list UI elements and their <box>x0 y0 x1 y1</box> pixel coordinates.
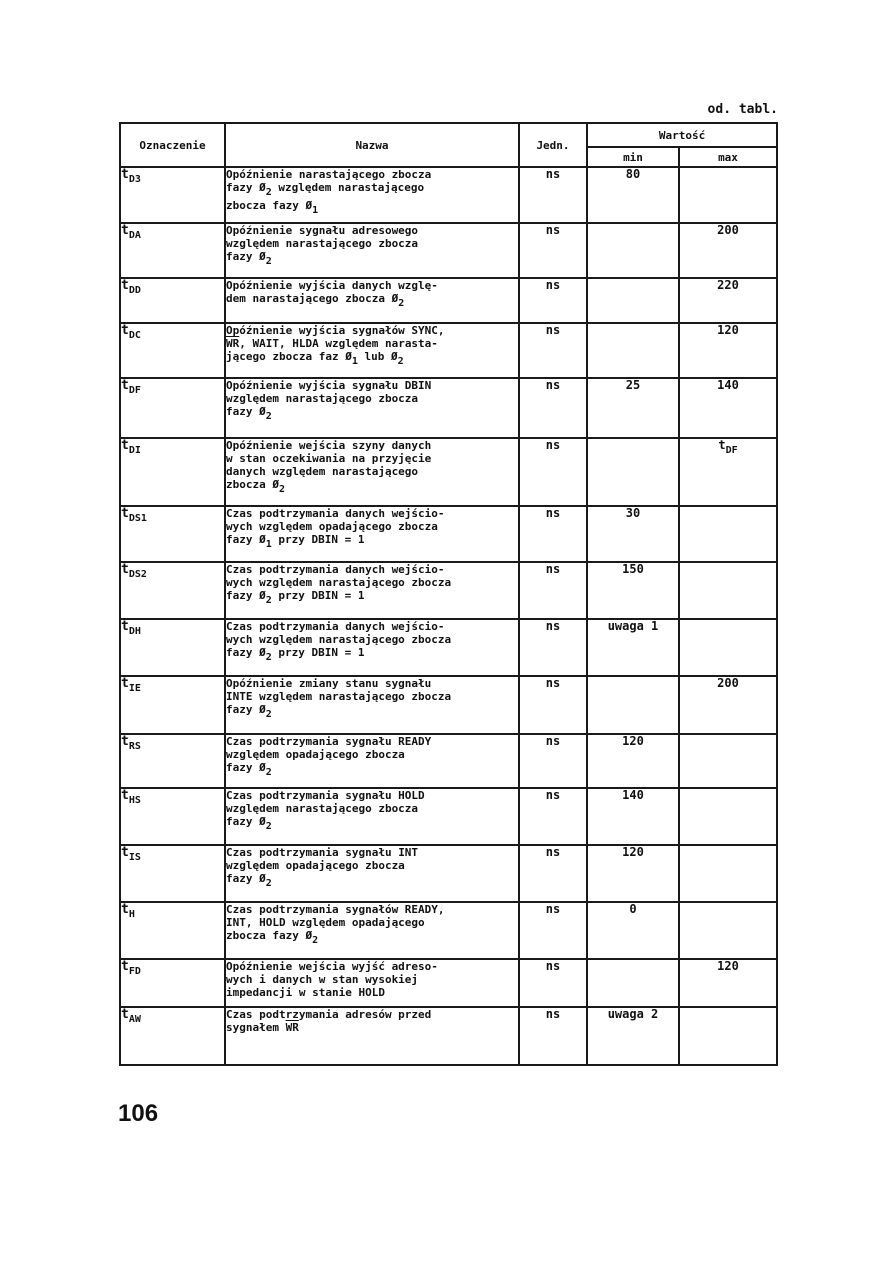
param-min <box>587 278 679 323</box>
param-unit: ns <box>519 167 587 223</box>
param-name: Opóźnienie wyjścia sygnału DBIN względem narastającego zbocza fazy $Ø_2$ <box>225 378 519 438</box>
continuation-note: od. tabl. <box>707 102 778 117</box>
param-symbol: $t_{RS}$ <box>120 734 225 788</box>
param-symbol: $t_{AW}$ <box>120 1007 225 1065</box>
param-name: Czas podtrzymania sygnału $\overline{INT}$ względem opadającego zbocza fazy $Ø_2$ <box>225 845 519 902</box>
param-min: uwaga 2 <box>587 1007 679 1065</box>
table-row <box>120 734 777 788</box>
param-max <box>679 619 777 676</box>
param-min: 120 <box>587 845 679 902</box>
param-name: Czas podtrzymania danych wejścio- wych względem opadającego zbocza fazy $Ø_1$ przy DBIN = 1 <box>225 506 519 562</box>
param-name: Opóźnienie zmiany stanu sygnału INTE względem narastającego zbocza fazy $Ø_2$ <box>225 676 519 734</box>
param-symbol: $t_H$ <box>120 902 225 959</box>
param-symbol: $t_{FD}$ <box>120 959 225 1007</box>
param-max <box>679 734 777 788</box>
param-symbol: $t_{DI}$ <box>120 438 225 506</box>
param-unit: ns <box>519 506 587 562</box>
table-row <box>120 788 777 845</box>
param-max: 120 <box>679 959 777 1007</box>
param-max <box>679 1007 777 1065</box>
param-unit: ns <box>519 562 587 619</box>
header-symbol: Oznaczenie <box>120 123 225 167</box>
param-unit: ns <box>519 734 587 788</box>
header-name: Nazwa <box>225 123 519 167</box>
param-min: 80 <box>587 167 679 223</box>
param-min: 150 <box>587 562 679 619</box>
header-max: max <box>679 147 777 167</box>
param-unit: ns <box>519 323 587 378</box>
header-min: min <box>587 147 679 167</box>
param-unit: ns <box>519 959 587 1007</box>
param-min: 0 <box>587 902 679 959</box>
header-unit: Jedn. <box>519 123 587 167</box>
param-unit: ns <box>519 902 587 959</box>
param-name: Opóźnienie wyjścia sygnałów SYNC, $\overline{WR}$, WAIT, HLDA względem narasta- jącego zbocza faz $Ø_1$ lub $Ø_2$ <box>225 323 519 378</box>
param-name: Czas podtrzymania sygnału HOLD względem narastającego zbocza fazy $Ø_2$ <box>225 788 519 845</box>
param-name: Opóźnienie wejścia szyny danych w stan oczekiwania na przyjęcie danych względem narastającego zbocza $Ø_2$ <box>225 438 519 506</box>
timing-parameters-table <box>119 122 778 1066</box>
param-min: uwaga 1 <box>587 619 679 676</box>
param-name: Opóźnienie sygnału adresowego względem narastającego zbocza fazy $Ø_2$ <box>225 223 519 278</box>
param-min <box>587 323 679 378</box>
table-row <box>120 506 777 562</box>
param-name: Czas podtrzymania sygnałów READY, INT, HOLD względem opadającego zbocza fazy $Ø_2$ <box>225 902 519 959</box>
param-symbol: $t_{DA}$ <box>120 223 225 278</box>
param-min: 120 <box>587 734 679 788</box>
param-min: 30 <box>587 506 679 562</box>
param-min: 140 <box>587 788 679 845</box>
param-min <box>587 438 679 506</box>
param-unit: ns <box>519 619 587 676</box>
param-name: Opóźnienie wejścia wyjść adreso- wych i danych w stan wysokiej impedancji w stanie HOLD <box>225 959 519 1007</box>
table-row <box>120 378 777 438</box>
param-max: 140 <box>679 378 777 438</box>
param-symbol: $t_{DH}$ <box>120 619 225 676</box>
param-symbol: $t_{DD}$ <box>120 278 225 323</box>
param-name: Opóźnienie wyjścia danych wzglę- dem narastającego zbocza $Ø_2$ <box>225 278 519 323</box>
param-name: Czas podtrzymania sygnału READY względem opadającego zbocza fazy $Ø_2$ <box>225 734 519 788</box>
param-name: Czas podtrzymania danych wejścio- wych względem narastającego zbocza fazy $Ø_2$ przy DBIN = 1 <box>225 562 519 619</box>
param-unit: ns <box>519 676 587 734</box>
param-symbol: $t_{HS}$ <box>120 788 225 845</box>
table-body <box>120 167 777 1065</box>
page-number: 106 <box>118 1100 159 1127</box>
param-symbol: $t_{DS1}$ <box>120 506 225 562</box>
table-row <box>120 1007 777 1065</box>
param-symbol: $t_{DS2}$ <box>120 562 225 619</box>
table-row <box>120 959 777 1007</box>
param-unit: ns <box>519 845 587 902</box>
table-row <box>120 676 777 734</box>
param-max <box>679 506 777 562</box>
param-symbol: $t_{DC}$ <box>120 323 225 378</box>
param-min <box>587 959 679 1007</box>
param-symbol: $t_{D3}$ <box>120 167 225 223</box>
param-unit: ns <box>519 378 587 438</box>
param-name: Czas podtrzymania adresów przed sygnałem $\overline{WR}$ <box>225 1007 519 1065</box>
table-row <box>120 167 777 223</box>
table-row <box>120 323 777 378</box>
param-max <box>679 845 777 902</box>
param-name: Czas podtrzymania danych wejścio- wych względem narastającego zbocza fazy $Ø_2$ przy DBIN = 1 <box>225 619 519 676</box>
table-row <box>120 845 777 902</box>
param-name: Opóźnienie narastającego zbocza fazy $Ø_2$ względem narastającego zbocza fazy $Ø_1$ <box>225 167 519 223</box>
param-max: 200 <box>679 676 777 734</box>
table-row <box>120 902 777 959</box>
table-row <box>120 438 777 506</box>
param-max: $t_{DF}$ <box>679 438 777 506</box>
table-row <box>120 619 777 676</box>
param-unit: ns <box>519 438 587 506</box>
param-max: 200 <box>679 223 777 278</box>
table-row <box>120 223 777 278</box>
param-max <box>679 167 777 223</box>
param-min <box>587 223 679 278</box>
param-max: 120 <box>679 323 777 378</box>
param-unit: ns <box>519 1007 587 1065</box>
param-symbol: $t_{DF}$ <box>120 378 225 438</box>
table-row <box>120 278 777 323</box>
param-min: 25 <box>587 378 679 438</box>
param-unit: ns <box>519 788 587 845</box>
param-max <box>679 788 777 845</box>
param-max: 220 <box>679 278 777 323</box>
param-unit: ns <box>519 278 587 323</box>
param-symbol: $t_{IS}$ <box>120 845 225 902</box>
param-min <box>587 676 679 734</box>
param-max <box>679 902 777 959</box>
table-row <box>120 562 777 619</box>
param-symbol: $t_{IE}$ <box>120 676 225 734</box>
header-value: Wartość <box>587 123 777 147</box>
param-max <box>679 562 777 619</box>
param-unit: ns <box>519 223 587 278</box>
